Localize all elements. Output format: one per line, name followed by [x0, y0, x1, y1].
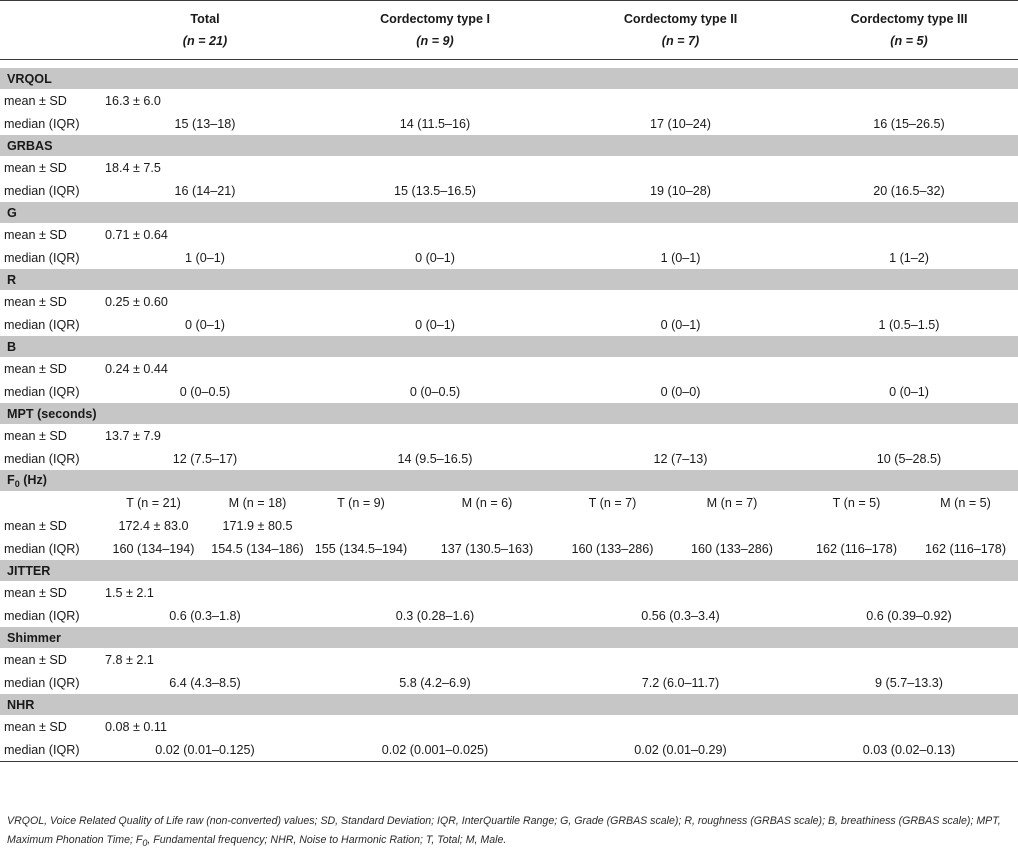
- table-row: median (IQR) 0 (0–1) 0 (0–1) 0 (0–1) 1 (0.5–1.5): [4, 317, 940, 332]
- section-mpt: MPT (seconds): [0, 403, 1018, 424]
- table-row: mean ± SD 0.71 ± 0.64: [4, 227, 168, 242]
- table-row: mean ± SD 18.4 ± 7.5: [4, 160, 161, 175]
- section-r: R: [0, 269, 1018, 290]
- header-cordectomy-type-i: Cordectomy type I (n = 9): [309, 1, 561, 60]
- table-header-row: [0, 1, 1018, 60]
- section-nhr: NHR: [0, 694, 1018, 715]
- section-vrqol: VRQOL: [0, 68, 1018, 89]
- table-row: mean ± SD 0.24 ± 0.44: [4, 361, 168, 376]
- table-row: median (IQR) 0.02 (0.01–0.125) 0.02 (0.001–0.025) 0.02 (0.01–0.29) 0.03 (0.02–0.13): [0, 738, 1018, 762]
- header-total: Total (n = 21): [101, 1, 309, 60]
- header-cordectomy-type-ii: Cordectomy type II (n = 7): [561, 1, 800, 60]
- table-row: mean ± SD 7.8 ± 2.1: [4, 652, 154, 667]
- table-row: median (IQR) 15 (13–18) 14 (11.5–16) 17 (10–24) 16 (15–26.5): [4, 116, 945, 131]
- section-shimmer: Shimmer: [0, 627, 1018, 648]
- table-row: median (IQR) 6.4 (4.3–8.5) 5.8 (4.2–6.9) 7.2 (6.0–11.7) 9 (5.7–13.3): [4, 675, 943, 690]
- section-g: G: [0, 202, 1018, 223]
- table-row: median (IQR) 12 (7.5–17) 14 (9.5–16.5) 12 (7–13) 10 (5–28.5): [4, 451, 942, 466]
- section-f0: $F_0$ (Hz): [0, 470, 1018, 491]
- table-row: median (IQR) 0 (0–0.5) 0 (0–0.5) 0 (0–0) 0 (0–1): [4, 384, 929, 399]
- table-row: mean ± SD 1.5 ± 2.1: [4, 585, 154, 600]
- header-empty-cell: [0, 1, 101, 60]
- f0-subheader-row: T (n = 21) M (n = 18) T (n = 9) M (n = 6) T (n = 7) M (n = 7) T (n = 5) M (n = 5): [126, 495, 991, 510]
- section-b: B: [0, 336, 1018, 357]
- table-row: median (IQR) 16 (14–21) 15 (13.5–16.5) 19 (10–28) 20 (16.5–32): [4, 183, 945, 198]
- table-row: mean ± SD 172.4 ± 83.0 171.9 ± 80.5: [4, 518, 293, 533]
- header-cordectomy-type-iii: Cordectomy type III (n = 5): [800, 1, 1018, 60]
- section-jitter: JITTER: [0, 560, 1018, 581]
- section-grbas: GRBAS: [0, 135, 1018, 156]
- table-row: mean ± SD 13.7 ± 7.9: [4, 428, 161, 443]
- table-row: mean ± SD 0.08 ± 0.11: [4, 719, 167, 734]
- table-footnote: VRQOL, Voice Related Quality of Life raw (non-converted) values; SD, Standard Deviation; IQR, InterQuartile Range; G, Grade (GRBAS scale); R, roughness (GRBAS scale); B, breathiness (GRBAS scale); MPT, Maximum Phonation Time; $F_0$, Fundamental frequency; NHR, Noise to Harmonic Ration; T, Total; M, Male.: [7, 815, 1001, 848]
- table-row: mean ± SD 0.25 ± 0.60: [4, 294, 168, 309]
- table-row: mean ± SD 16.3 ± 6.0: [4, 93, 161, 108]
- table-row: median (IQR) 0.6 (0.3–1.8) 0.3 (0.28–1.6) 0.56 (0.3–3.4) 0.6 (0.39–0.92): [4, 608, 952, 623]
- table-row: median (IQR) 1 (0–1) 0 (0–1) 1 (0–1) 1 (1–2): [4, 250, 929, 265]
- table-row: median (IQR) 160 (134–194) 154.5 (134–186) 155 (134.5–194) 137 (130.5–163) 160 (133–286) 160 (133–286) 162 (116–178) 162 (116–178): [4, 541, 1007, 556]
